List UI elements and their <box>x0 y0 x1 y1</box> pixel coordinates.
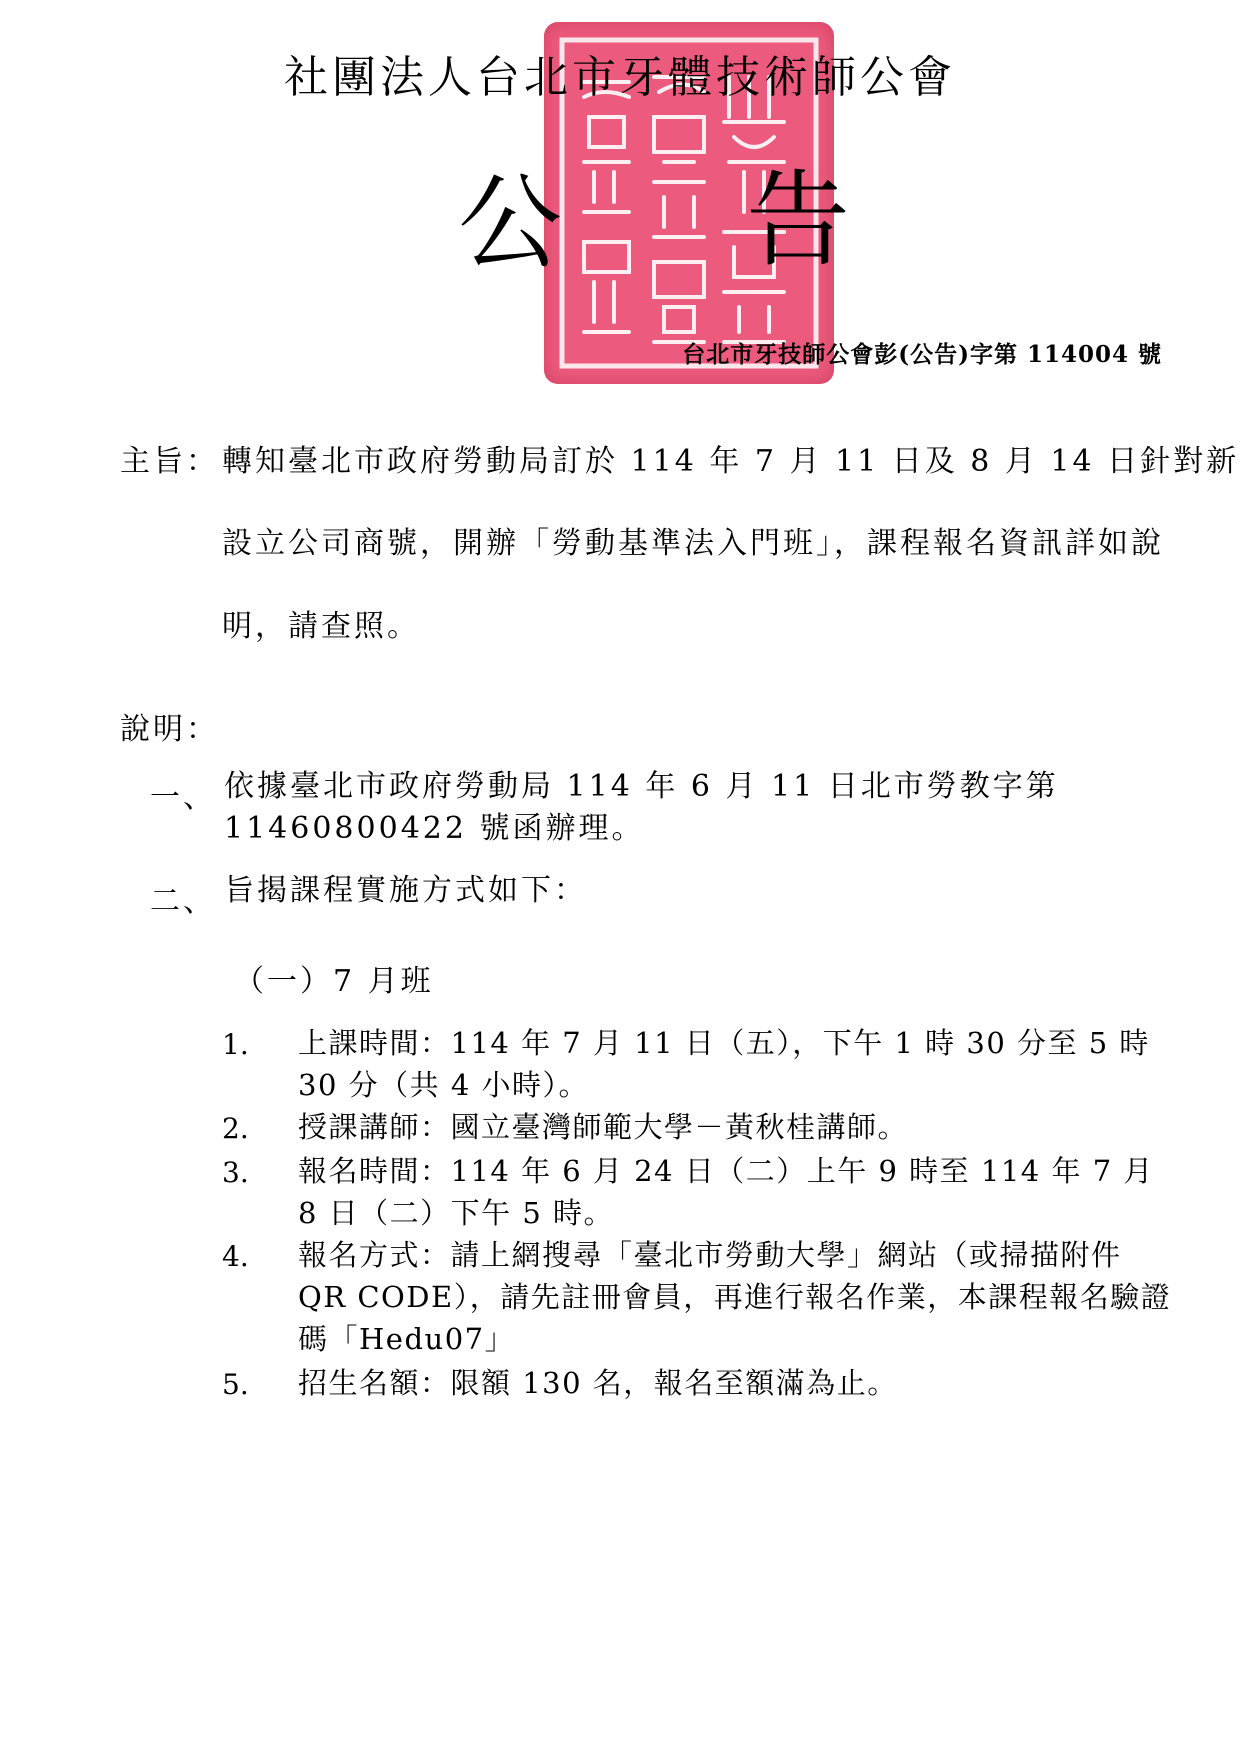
list-number: 3. <box>222 1156 249 1189</box>
list-item: 報名方式：請上網搜尋「臺北市勞動大學」網站（或掃描附件 QR CODE），請先註冊會員，再進行報名作業，本課程報名驗證碼「Hedu07」 <box>298 1238 1172 1356</box>
announcement-title-char-1: 公 <box>458 162 563 284</box>
item-text: 依據臺北市政府勞動局 114 年 6 月 11 日北市勞教字第 11460800422 號函辦理。 <box>224 769 1059 846</box>
subject-line: 明，請查照。 <box>222 609 420 644</box>
list-item: 上課時間：114 年 7 月 11 日（五），下午 1 時 30 分至 5 時 30 分（共 4 小時）。 <box>298 1026 1150 1102</box>
list-number: 1. <box>222 1028 249 1061</box>
subject-label: 主旨： <box>120 444 219 479</box>
class-heading: （一）7 月班 <box>234 964 434 999</box>
item-number: 二、 <box>150 884 216 919</box>
item-number: 一、 <box>150 780 216 815</box>
list-item: 授課講師：國立臺灣師範大學－黃秋桂講師。 <box>298 1110 909 1144</box>
organization-name: 社團法人台北市牙體技術師公會 <box>284 52 956 103</box>
list-item: 招生名額：限額 130 名，報名至額滿為止。 <box>298 1366 898 1400</box>
list-number: 4. <box>222 1240 249 1273</box>
reference-number: 台北市牙技師公會彭(公告)字第 114004 號 <box>682 341 1162 368</box>
list-item: 報名時間：114 年 6 月 24 日（二）上午 9 時至 114 年 7 月 8 日（二）下午 5 時。 <box>298 1154 1154 1230</box>
item-text: 旨揭課程實施方式如下： <box>224 873 587 908</box>
subject-line: 轉知臺北市政府勞動局訂於 114 年 7 月 11 日及 8 月 14 日針對新 <box>222 444 1240 479</box>
announcement-title-char-2: 告 <box>746 159 851 281</box>
list-number: 2. <box>222 1112 249 1145</box>
subject-line: 設立公司商號，開辦「勞動基準法入門班」，課程報名資訊詳如說 <box>222 526 1164 561</box>
list-number: 5. <box>222 1368 249 1401</box>
description-label: 說明： <box>120 712 219 747</box>
